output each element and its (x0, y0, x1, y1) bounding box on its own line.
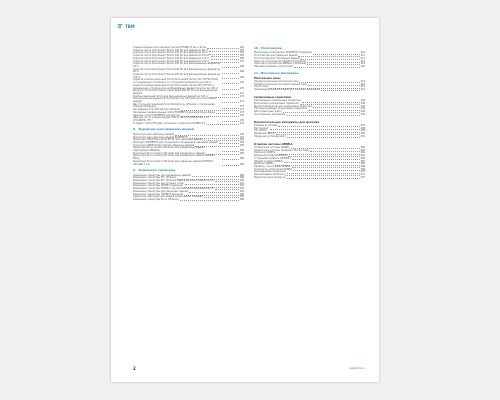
toc-entry-title: Изменение гарнитуры EFY (Италия) Сдвижная для углобритиских (133, 179, 214, 183)
subsection-heading: Монтажные пены (254, 77, 281, 81)
toc-entry-title: Фурнитура для сдвижных дверей (133, 132, 175, 136)
toc-entry-page: 172 (239, 100, 244, 104)
toc-entry-page: 271 (360, 173, 365, 177)
toc-entry-page: 161 (239, 46, 244, 49)
toc-entry-page: 178 (239, 132, 244, 136)
toc-entry-title: Фурнитура Eroco Sodano (Италия) для раздвижных дверей (133, 151, 205, 155)
toc-entry-page: 241 (360, 104, 365, 108)
toc-entry-title: Противопожарные силиконовые герметики (254, 107, 308, 111)
dot-leader (284, 162, 359, 163)
toc-entry-page: 176 (239, 118, 244, 122)
toc-entry-title: Фурнитура Eroco Sodano (Италия) для сдвижных дверей SIDEWAY Пятнаба 2 1/5 (133, 159, 213, 166)
brand-logo (117, 23, 135, 29)
toc-entry-title: Дообрка GENELL (254, 162, 274, 166)
toc-entry-title: Скрытая петля Simonswerk Tectus 540 3D для фальцованных дверей до 60 кг (133, 67, 221, 74)
dot-leader (277, 154, 360, 155)
toc-entry-title: Изменение гарнитуры для наружных дверей (133, 189, 188, 193)
toc-entry-page: 267 (360, 159, 365, 163)
toc-entry-page: 165 (239, 54, 244, 58)
toc-entry-page: 270 (360, 170, 365, 174)
dot-leader (313, 107, 359, 108)
dot-leader (313, 54, 360, 55)
dot-leader (222, 102, 239, 103)
toc-entry-page: 182 (239, 140, 244, 144)
toc-entry-page: 205 (239, 189, 244, 193)
toc-entry-page: 167 (239, 59, 244, 63)
dot-leader (206, 124, 239, 125)
toc-entry-title: Компенсационная петля для фальцованных дверей до 100 кг (133, 94, 209, 98)
toc-entry-page: 268 (360, 165, 365, 168)
toc-entry-page: 247 (360, 124, 365, 128)
toc-entry-page: 250 (360, 132, 365, 136)
dot-leader (209, 54, 238, 55)
dot-leader (222, 165, 239, 166)
toc-entry-page: 220 (360, 64, 365, 68)
toc-entry-title: Изменение гарнитуры EFY (Италия) (133, 176, 177, 180)
toc-entry-title: Пистолеты (254, 129, 268, 133)
toc-entry-title: Скрытая компенсационная петля Simonswerk Tectus 311 3D FVZ 60-84 со скрываемым стопором и со стопорным механизмом до 100 кг (133, 78, 219, 85)
toc-entry-title: Доборный профиль GENELL (254, 154, 288, 158)
dot-leader (211, 56, 239, 57)
toc-entry-title: Скрытая петля Simonswerk Tectus 640 3D для дверей до 200 кг (133, 59, 210, 63)
toc-entry-page: 251 (360, 134, 365, 138)
toc-entry-page: 243 (360, 107, 365, 111)
toc-entry-title: Изменение гарнитуры для раздвижных дверей (133, 173, 191, 177)
dot-leader (180, 200, 239, 201)
toc-entry-title: Скрытая петля Simonswerk Tectus 340 3D для дверей до 80 кг (133, 48, 209, 52)
toc-entry-title: Монтажные/накладные петли Marigit Luxy (Италия) для стеклянных дверей (133, 97, 217, 104)
dot-leader (300, 59, 359, 60)
toc-entry-page: 181 (239, 138, 244, 142)
toc-entry-page: 262 (360, 148, 365, 152)
dot-leader (222, 78, 239, 79)
toc-entry-title: Сдвижные гарнитуры для дверей заключённой площади (133, 195, 203, 199)
dot-leader (222, 94, 239, 95)
toc-entry-page: 215 (360, 85, 365, 89)
toc-entry-page: 202 (239, 184, 244, 188)
toc-entry-page: 185 (239, 151, 244, 155)
toc-entry-title: Изменение гарнитуры для угловых углов (133, 181, 184, 185)
toc-entry-page: 170 (239, 86, 244, 90)
toc-entry-title: Маркетинговые продукты (254, 175, 286, 179)
toc-entry-page: 213 (360, 59, 365, 63)
toc-entry-page: 175 (239, 113, 244, 117)
section-number: 8. (133, 127, 137, 132)
toc-entry-page: 188 (239, 173, 244, 177)
toc-entry-title: Скрытая петля Simonswerk Tectus 540 3D для дверей до 120 кг (133, 56, 210, 60)
toc-entry-page: 171 (239, 91, 244, 95)
toc-entry-title: С торцевой профиль (GENELL) (254, 156, 291, 160)
toc-entry-page: 169 (239, 70, 244, 74)
toc-entry-page: 164 (239, 51, 244, 55)
toc-entry-title: Изменение гарнитуры HOPPE в чистой бронтеля крепления без 5? (133, 187, 214, 191)
toc-entry-title: Фурнитура HEDE Portos 140 для сдвижных дверей (133, 143, 195, 147)
toc-entry-title: Высокотемпературные силиконовые герметики (254, 104, 313, 108)
toc-entry-title: Очистители (254, 85, 269, 89)
toc-entry-page: 211 (360, 54, 365, 58)
dot-leader (204, 197, 239, 198)
toc-entry-page: 264 (360, 154, 365, 158)
dot-leader (222, 89, 239, 90)
toc-entry-page: 208 (239, 197, 244, 201)
dot-leader (283, 112, 360, 113)
dot-leader (285, 175, 359, 176)
dot-leader (307, 62, 360, 63)
dot-leader (215, 181, 239, 182)
dot-leader (292, 167, 360, 168)
toc-entry-title: Декоративные элементы (254, 173, 285, 177)
dot-leader (321, 90, 360, 91)
toc-entry-title: Накладные универсальные петли ELEMENTIS для волетов на фрезу (133, 110, 216, 114)
toc-entry-page: 173 (239, 105, 244, 109)
toc-entry-title: Скрытая петля Simonswerk Tectus 540 3D для дверей до 100 кг (133, 54, 210, 58)
toc-entry-page: 176 (239, 121, 244, 125)
section-heading (133, 169, 244, 172)
toc-entry-title: Продукция установочного (254, 134, 287, 138)
toc-entry-title: Врезная: петля Simonswerk серии BAKA 600 3D FD для фальцованных дверей (133, 89, 218, 95)
toc-entry-title: Порогово уплотнитель DRAIFIX (Германия) (254, 59, 306, 63)
toc-entry-page: 190 (239, 179, 244, 183)
section-number: 11. (254, 70, 259, 75)
toc-entry-page: 219 (360, 62, 365, 66)
dot-leader (222, 67, 239, 68)
toc-entry-title: Монтажные силиконовые герметики (254, 102, 299, 106)
toc-entry-title: Скрытая компенсационная петля Simonswerk Tectus 640 3D FVZ со скрываемым стопором для необрамлённых дверей полотна до 100 кг (133, 83, 219, 90)
toc-entry-title: Комплект ELEMENTIS для синхронного открывания сдвижных дверей (133, 140, 218, 144)
toc-entry-page: 266 (360, 156, 365, 160)
toc-entry-title: Комплекты уплотнения GENELL (254, 167, 293, 171)
toc-entry-page: 238 (360, 102, 365, 106)
toc-entry-title: Накладные петли Marigit Duo (Италия) (133, 108, 181, 112)
toc-entry-page: 184 (239, 149, 244, 153)
toc-entry-title: Фурнитура Eroco Sodano (Италия) для раздвижных дверей SLIDING Marig (133, 154, 215, 161)
dot-leader (276, 134, 360, 135)
toc-entry-page: 172 (239, 94, 244, 98)
toc-entry-title: Для отделочных работ (254, 110, 282, 114)
toc-entry-page: 186 (239, 157, 244, 161)
spacer (254, 92, 365, 95)
toc-entry-title: Дверные петли ELEMENTIS для болтов (133, 113, 180, 117)
dot-leader (222, 83, 239, 84)
toc-entry-title: Клеевая втулочная (254, 124, 278, 128)
toc-entry[interactable] (254, 177, 365, 180)
subsection-heading: Отделки системы GENELL (254, 143, 293, 147)
toc-entry-page: 210 (360, 51, 365, 55)
section-heading (254, 47, 365, 50)
section-number: 9. (133, 168, 137, 173)
dot-leader (278, 126, 359, 127)
dot-leader (293, 170, 359, 171)
section-title: Комплекты гарнитуры (138, 168, 176, 173)
toc-entry-title: Очищающие салфетки Sealit для монтажа напыления (254, 88, 320, 92)
toc-entry-page: 169 (239, 75, 244, 79)
toc-entry-title: Нейтральные силиконовые герметики (254, 99, 301, 103)
toc-entry-title: Порогово уплотнитель SBERGA (Германия) (254, 62, 307, 66)
dot-leader (310, 151, 359, 152)
toc-entry-page: 212 (360, 56, 365, 60)
section-heading (254, 72, 365, 75)
dot-leader (222, 121, 239, 122)
toc-entry-title: Наличник GENELL (254, 151, 276, 155)
dot-leader (222, 151, 239, 152)
toc-entry-page: 179 (239, 135, 244, 139)
toc-entry-page: 187 (239, 162, 244, 166)
section-title: Уплотнители (260, 46, 282, 50)
dot-leader (192, 176, 239, 177)
toc-entry-title: Уплотнитель для стеклянных дверей (254, 56, 300, 60)
toc-entry-page: 249 (360, 126, 365, 130)
toc-left-column (133, 47, 244, 202)
toc-entry-page: 214 (360, 82, 365, 86)
toc-entry[interactable] (133, 199, 244, 202)
toc-entry-page: 264 (360, 151, 365, 155)
toc-entry-page: 201 (239, 181, 244, 185)
dot-leader (292, 159, 360, 160)
toc-entry-title: Уплотнитель для сдвижных дверей (254, 54, 298, 58)
dot-leader (287, 178, 360, 179)
dot-leader (211, 59, 239, 60)
toc-entry-title: Скрытая петля Simonswerk Tectus 340 3D для дверей до 80 кг (133, 51, 209, 55)
toc-entry-title: Профессиональная монтажная пена (254, 80, 299, 84)
toc-entry-title: Двусторонняя приемная петля Marigit Luxy (Италия) с положением позиционирования (133, 102, 215, 109)
dot-leader (215, 189, 239, 190)
toc-entry-title: Угловая стойка ETLayBa усиленная с отделкой OTLUBET 13 (133, 121, 205, 125)
toc-entry-title: Изменение гарнитуры Eroco (Италия) (133, 197, 179, 201)
toc-entry-page: 272 (360, 175, 365, 179)
toc-entry-page: 236 (360, 99, 365, 103)
dot-leader (216, 113, 238, 114)
toc-entry-page: 168 (239, 64, 244, 68)
toc-entry-title: Скрытая петля Simonswerk Tectus 640 3D для фальцованных дверей до 100 кг (133, 73, 221, 79)
toc-entry-page: 269 (360, 167, 365, 171)
dot-leader (219, 143, 239, 144)
toc-entry-page: 174 (239, 110, 244, 114)
dot-leader (302, 102, 360, 103)
dot-leader (287, 173, 360, 174)
toc-right-column (254, 47, 365, 180)
toc-entry-title: Монтажные уплотнители SEVERTEK (Германия) (254, 51, 312, 55)
toc-entry-title: Малярные ленты (254, 132, 275, 136)
section-title: Монтажные материалы (260, 70, 299, 75)
toc-entry-page: 183 (239, 143, 244, 147)
toc-entry-page: 170 (239, 81, 244, 85)
dot-leader (298, 56, 359, 57)
toc-entry-title: Противопожарные уплотнители (254, 64, 294, 68)
toc-entry-title: Изменение гарнитуры HOPPE (Германия) (133, 184, 183, 188)
dot-leader (189, 192, 239, 193)
toc-entry-title: Изменение гарнитуры HOPPE (Германия) (133, 192, 183, 196)
toc-entry-title: Профессиональная противопожарная пена (254, 82, 307, 86)
page-number: 2 (133, 366, 136, 371)
dot-leader (308, 85, 360, 86)
dot-leader (207, 48, 238, 49)
toc-entry-page: 268 (360, 162, 365, 166)
dot-leader (209, 51, 238, 52)
toc-entry-page: 249 (360, 129, 365, 133)
toc-entry-title: Фурнитура для сдвижных дверей ELEMENTIS (133, 135, 188, 139)
toc-entry-page: 213 (360, 80, 365, 84)
spacer (254, 117, 365, 120)
dot-leader (308, 110, 359, 111)
dot-leader (222, 73, 239, 74)
toc-entry-page: 163 (239, 48, 244, 52)
section-heading (133, 128, 244, 131)
dot-leader (288, 156, 359, 157)
catalog-page (111, 18, 379, 382)
toc-entry-title: Дверная петля универсальная HTN 04 для (TEX/PPRO/100 X 5?) (ZYLINDER / ET) (133, 116, 210, 122)
dot-leader (185, 184, 239, 185)
toc-entry[interactable] (133, 161, 244, 166)
toc-entry-title: Оцинкованная продукция (254, 170, 286, 174)
toc-entry-page: 206 (239, 195, 244, 199)
website-link[interactable]: www.tbm.ru (349, 367, 365, 370)
dot-leader (294, 67, 359, 68)
toc-entry-title: Фурнитура HEDE ROLLAN 80 ВК ВГ для сдвижных дверей (133, 138, 203, 142)
dot-leader (287, 115, 360, 116)
toc-entry-page: 219 (360, 88, 365, 92)
dot-leader (299, 82, 359, 83)
toc-entry-page: 189 (239, 176, 244, 180)
subsection-heading: Силиконовые герметики (254, 96, 291, 100)
section-title: Фурнитура для сдвижных дверей (138, 127, 194, 132)
toc-entry-title: Профиль с выступами GENELL (254, 165, 291, 168)
dot-leader (270, 129, 360, 130)
toc-entry-page: 244 (360, 110, 365, 114)
spacer (254, 139, 365, 142)
toc-entry-title: Грунтовочные материалы (254, 112, 286, 116)
toc-entry-page: 204 (239, 187, 244, 191)
dot-leader (268, 132, 359, 133)
toc-entry-title: Отделочные системы GENELL (254, 146, 290, 150)
toc-entry-title: Отделочные системы профиля ( PK-текстиль) (254, 148, 310, 152)
toc-entry-title: Скрытая петля Simonswerk Tectus 340 3D для фальцованных дверей до 40 кг (133, 62, 221, 68)
toc-entry-title: Прямой угловой GENELL (254, 159, 284, 163)
toc-entry-title: Фурнитура Eroco Sodano (Италия) для раздвижных дверей-перегородок SINGRAG (133, 146, 206, 153)
tbm-logo-icon (117, 23, 123, 29)
dot-leader (222, 159, 239, 160)
toc-entry-page: 262 (360, 146, 365, 150)
toc-entry-title: Инструмент (254, 126, 269, 130)
toc-entry-page: 173 (239, 108, 244, 112)
dot-leader (287, 137, 360, 138)
toc-entry-page: 245 (360, 112, 365, 116)
toc-entry-title: Соединительная для серии(ые петель ЕТЬДИ 25 мм и 30 мм (133, 46, 207, 49)
toc-entry-page: 166 (239, 56, 244, 60)
dot-leader (307, 64, 359, 65)
brand-name: TBM (125, 23, 135, 29)
dot-leader (222, 108, 239, 109)
toc-entry-page: 206 (239, 192, 244, 196)
subsection-heading: Вспомогательные материалы для монтажа (254, 121, 320, 125)
section-number: 10. (254, 46, 259, 50)
